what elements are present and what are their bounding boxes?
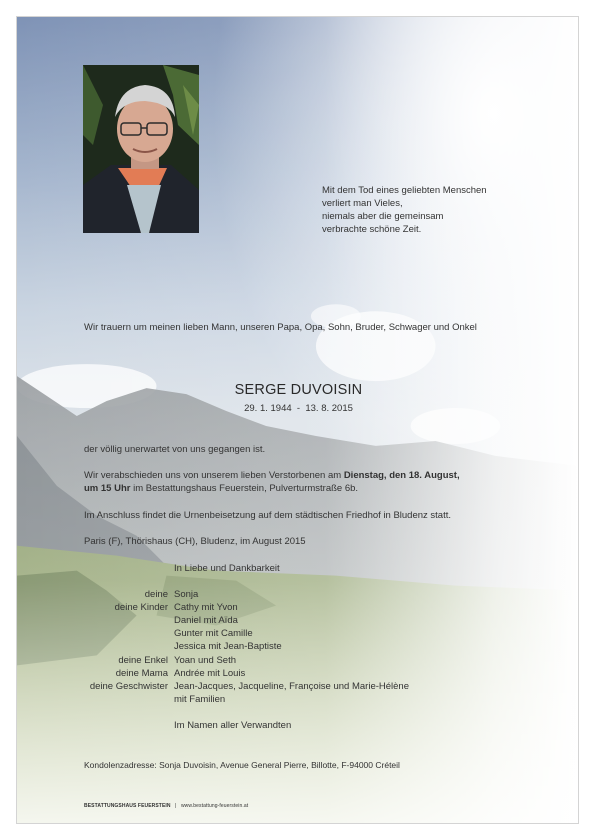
quote-line: niemals aber die gemeinsam [322, 211, 444, 222]
love-line: In Liebe und Dankbarkeit [174, 563, 280, 574]
mourner-name: Daniel mit Aïda [174, 615, 238, 626]
condolence-address: Kondolenzadresse: Sonja Duvoisin, Avenue General Pierre, Billotte, F-94000 Créteil [84, 760, 400, 770]
mourner-name: Yoan und Seth [174, 655, 236, 666]
farewell-time: um 15 Uhr [84, 483, 131, 494]
quote-line: verbrachte schöne Zeit. [322, 224, 422, 235]
farewell-date: Dienstag, den 18. August, [343, 470, 460, 481]
mourner-label: deine [144, 589, 168, 600]
mourner-label: deine Kinder [114, 602, 168, 613]
footer-brand: BESTATTUNGSHAUS FEUERSTEIN [84, 803, 171, 809]
memorial-quote [322, 184, 487, 236]
mourner-label: deine Enkel [118, 655, 168, 666]
deceased-name: SERGE DUVOISIN [234, 382, 363, 398]
intro-text: Wir trauern um meinen lieben Mann, unseren Papa, Opa, Sohn, Bruder, Schwager und Onkel [84, 322, 477, 333]
footer-url[interactable]: www.bestattung-feuerstein.at [180, 803, 249, 809]
mourner-label: deine Mama [115, 668, 168, 679]
paragraph-urn: Im Anschluss findet die Urnenbeisetzung auf dem städtischen Friedhof in Bludenz statt. [84, 510, 452, 521]
mourner-name: Andrée mit Louis [174, 668, 246, 679]
mourner-name: Gunter mit Camille [174, 628, 253, 639]
paragraph-places: Paris (F), Thörishaus (CH), Bludenz, im August 2015 [84, 536, 306, 547]
farewell-text: Wir verabschieden uns von unserem lieben Verstorbenen am [84, 470, 344, 481]
mourner-name: mit Familien [174, 694, 226, 705]
mourner-name: Sonja [174, 589, 199, 600]
mourner-name: Cathy mit Yvon [174, 602, 238, 613]
mourner-name: Jessica mit Jean-Baptiste [174, 641, 282, 652]
farewell-location: im Bestattungshaus Feuerstein, Pulverturmstraße 6b. [130, 483, 359, 494]
relatives-line: Im Namen aller Verwandten [174, 720, 292, 731]
footer-separator: | [175, 803, 177, 809]
quote-line: verliert man Vieles, [322, 198, 403, 209]
obituary-page [16, 16, 579, 824]
portrait-photo [83, 65, 199, 233]
footer [84, 803, 248, 809]
quote-line: Mit dem Tod eines geliebten Menschen [322, 185, 487, 196]
mourner-label: deine Geschwister [89, 681, 168, 692]
life-dates: 29. 1. 1944 - 13. 8. 2015 [244, 403, 353, 414]
paragraph-farewell [84, 469, 460, 495]
mourner-name: Jean-Jacques, Jacqueline, Françoise und Marie-Hélène [174, 681, 409, 692]
paragraph-unexpected: der völlig unerwartet von uns gegangen ist. [84, 444, 266, 455]
